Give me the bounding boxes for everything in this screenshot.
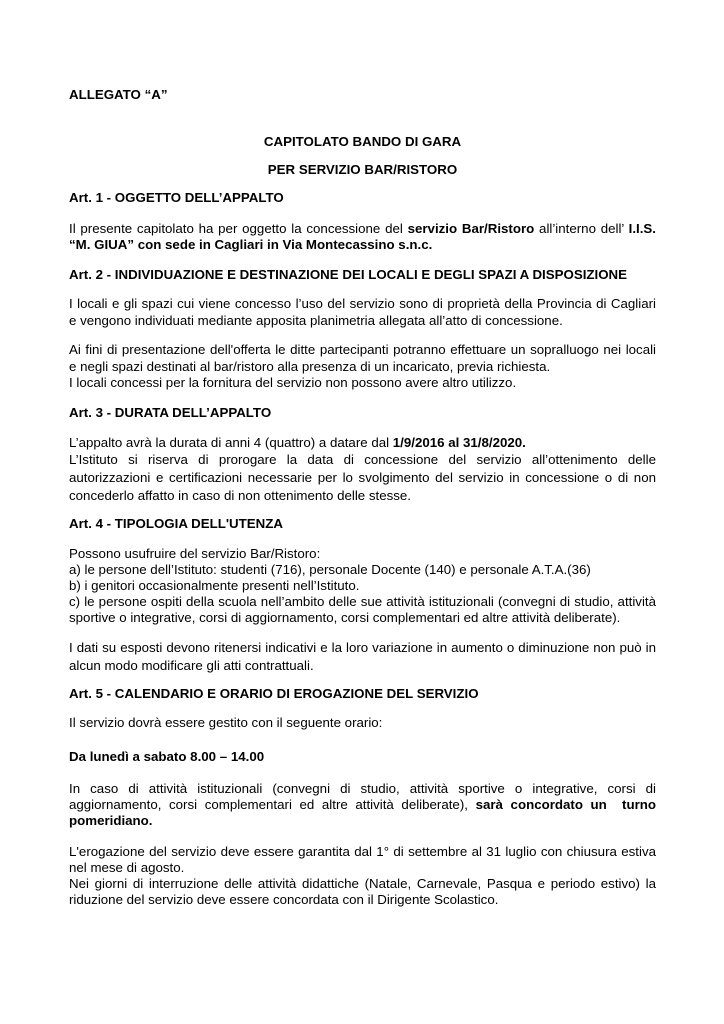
art2-line: e vengono individuati mediante apposita planimetria allegata all’atto di concessione. [69,313,563,328]
art5-line [69,797,656,813]
text: all’interno dell’ [534,221,629,236]
art4-line: c) le persone ospiti della scuola nell’ambito delle sue attività istituzionali (convegni di studio, attività [69,594,656,609]
text-bold: servizio Bar/Ristoro [407,221,535,236]
art3-line: L’Istituto si riserva di prorogare la data di concessione del servizio all’ottenimento delle [69,452,656,467]
text-bold: 1/9/2016 al 31/8/2020. [392,435,526,450]
art5-line: L'erogazione del servizio deve essere garantita dal 1° di settembre al 31 luglio con chiusura estiva [69,844,656,859]
art4-heading: Art. 4 - TIPOLOGIA DELL'UTENZA [69,516,283,531]
art5-heading: Art. 5 - CALENDARIO E ORARIO DI EROGAZIONE DEL SERVIZIO [69,686,479,701]
text: aggiornamento, corsi complementari ed altre attività deliberate), [69,797,476,812]
art4-line: sportive o integrative, corsi di aggiornamento, corsi complementari ed altre attività deliberate). [69,610,621,625]
art2-heading: Art. 2 - INDIVIDUAZIONE E DESTINAZIONE DEI LOCALI E DEGLI SPAZI A DISPOSIZIONE [69,267,628,282]
text: Il presente capitolato ha per oggetto la concessione del [69,221,408,236]
art3-line: concederlo affatto in caso di non ottenimento delle stesse. [69,488,411,503]
art2-line: I locali concessi per la fornitura del servizio non possono avere altro utilizzo. [69,375,517,390]
art5-line: riduzione del servizio deve essere concordata con il Dirigente Scolastico. [69,892,499,907]
art3-line [69,435,656,451]
text: L’appalto avrà la durata di anni 4 (quattro) a datare dal [69,435,393,450]
document-subtitle: PER SERVIZIO BAR/RISTORO [267,162,458,177]
text-bold: I.I.S. [628,221,656,236]
art5-line: pomeridiano. [69,813,153,828]
art1-line [69,221,656,237]
art4-line: b) i genitori occasionalmente presenti nell’Istituto. [69,578,360,593]
art4-line: alcun modo modificare gli atti contrattuali. [69,658,314,673]
art2-line: Ai fini di presentazione dell'offerta le ditte partecipanti potranno effettuare un sopralluogo nei locali [69,342,656,357]
art4-line: I dati su esposti devono ritenersi indicativi e la loro variazione in aumento o diminuzione non può in [69,640,656,655]
art3-heading: Art. 3 - DURATA DELL’APPALTO [69,405,272,420]
art1-line: “M. GIUA” con sede in Cagliari in Via Montecassino s.n.c. [69,237,433,252]
art3-line: autorizzazioni e certificazioni necessarie per lo svolgimento del servizio in concessione o di non [69,470,656,485]
art2-line: e negli spazi destinati al bar/ristoro alla presenza di un incaricato, previa richiesta. [69,359,551,374]
art5-line: In caso di attività istituzionali (convegni di studio, attività sportive o integrative, corsi di [69,781,656,796]
art5-line: Nei giorni di interruzione delle attività didattiche (Natale, Carnevale, Pasqua e periodo estivo) la [69,876,656,891]
art5-line: Il servizio dovrà essere gestito con il seguente orario: [69,715,383,730]
allegato-label: ALLEGATO “A” [69,87,168,102]
art1-heading: Art. 1 - OGGETTO DELL’APPALTO [69,190,284,205]
text-bold: sarà concordato un turno [475,797,656,812]
art2-line: I locali e gli spazi cui viene concesso l’uso del servizio sono di proprietà della Provincia di Cagliari [69,296,656,311]
document-title: CAPITOLATO BANDO DI GARA [263,134,462,149]
art4-line: a) le persone dell’Istituto: studenti (716), personale Docente (140) e personale A.T.A.(36) [69,562,591,577]
art5-line: nel mese di agosto. [69,860,185,875]
art4-line: Possono usufruire del servizio Bar/Ristoro: [69,546,321,561]
art5-hours: Da lunedì a sabato 8.00 – 14.00 [69,749,265,764]
